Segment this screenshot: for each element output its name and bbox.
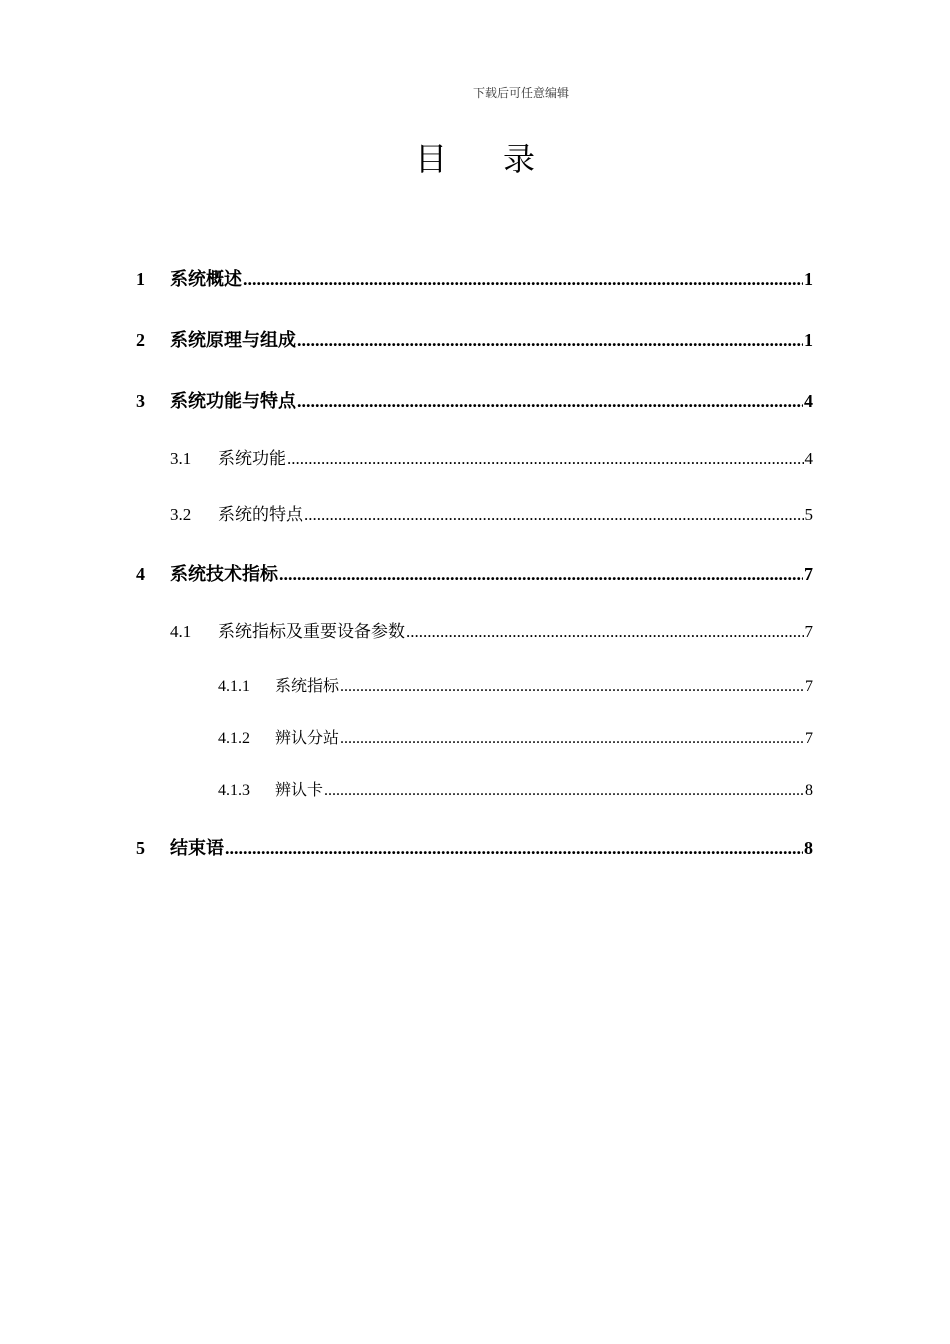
toc-entry[interactable] [136,834,813,860]
toc-entry-label: 系统功能与特点 [170,391,296,412]
toc-entry-page: 7 [805,730,813,747]
toc-entry-page: 1 [804,330,813,350]
toc-entry[interactable] [136,326,813,352]
toc-entry-page: 4 [804,391,813,411]
toc-entry[interactable] [136,560,813,586]
toc-entry[interactable] [136,387,813,413]
toc-entry-number: 4.1.1 [218,678,250,695]
toc-leader-dots [297,391,803,412]
toc-entry-number: 3.2 [170,505,192,524]
toc-entry-page: 7 [804,622,813,641]
toc-leader-dots [304,505,804,525]
toc-leader-dots [324,782,804,800]
toc-entry[interactable] [170,500,813,525]
toc-entry-number: 4 [136,564,145,584]
title-char-1: 目 [414,140,447,178]
toc-entry[interactable] [170,444,813,469]
toc-entry-page: 1 [804,269,813,289]
toc-entry[interactable] [170,617,813,642]
toc-entry-number: 4.1.2 [218,730,250,747]
title-char-2: 录 [503,140,536,178]
toc-entry-number: 4.1.3 [218,782,250,799]
toc-entry-label: 系统指标及重要设备参数 [218,622,405,642]
toc-entry-page: 7 [805,678,813,695]
toc-entry-label: 系统的特点 [218,505,303,525]
toc-entry-label: 系统技术指标 [170,564,278,585]
toc-leader-dots [340,730,804,748]
toc-entry[interactable] [218,725,813,748]
toc-entry-page: 8 [805,782,813,799]
toc-entry-page: 5 [804,505,813,524]
toc-entry-number: 3.1 [170,449,192,468]
toc-leader-dots [243,269,803,290]
toc-entry-number: 4.1 [170,622,192,641]
toc-entry-label: 系统功能 [218,449,286,469]
toc-entry-label: 系统概述 [170,269,242,290]
toc-entry-label: 结束语 [170,838,224,859]
toc-leader-dots [340,678,804,696]
toc-entry[interactable] [136,265,813,291]
toc-leader-dots [225,838,803,859]
toc-entry-label: 系统原理与组成 [170,330,296,351]
toc-entry-number: 1 [136,269,145,289]
document-title [0,134,950,180]
toc-entry-label: 辨认分站 [275,728,340,747]
toc-leader-dots [279,564,803,585]
toc-entry-number: 3 [136,391,145,411]
toc-entry-number: 5 [136,838,145,858]
page-header-note: 下载后可任意编辑 [472,86,569,100]
toc-leader-dots [297,330,803,351]
toc-entry[interactable] [218,673,813,696]
toc-entry-label: 辨认卡 [275,780,324,799]
toc-entry-page: 8 [804,838,813,858]
toc-entry-page: 4 [804,449,813,468]
toc-entry-label: 系统指标 [275,676,340,695]
toc-leader-dots [287,449,804,469]
toc-entry[interactable] [218,777,813,800]
toc-entry-page: 7 [804,564,813,584]
toc-leader-dots [406,622,804,642]
toc-entry-number: 2 [136,330,145,350]
